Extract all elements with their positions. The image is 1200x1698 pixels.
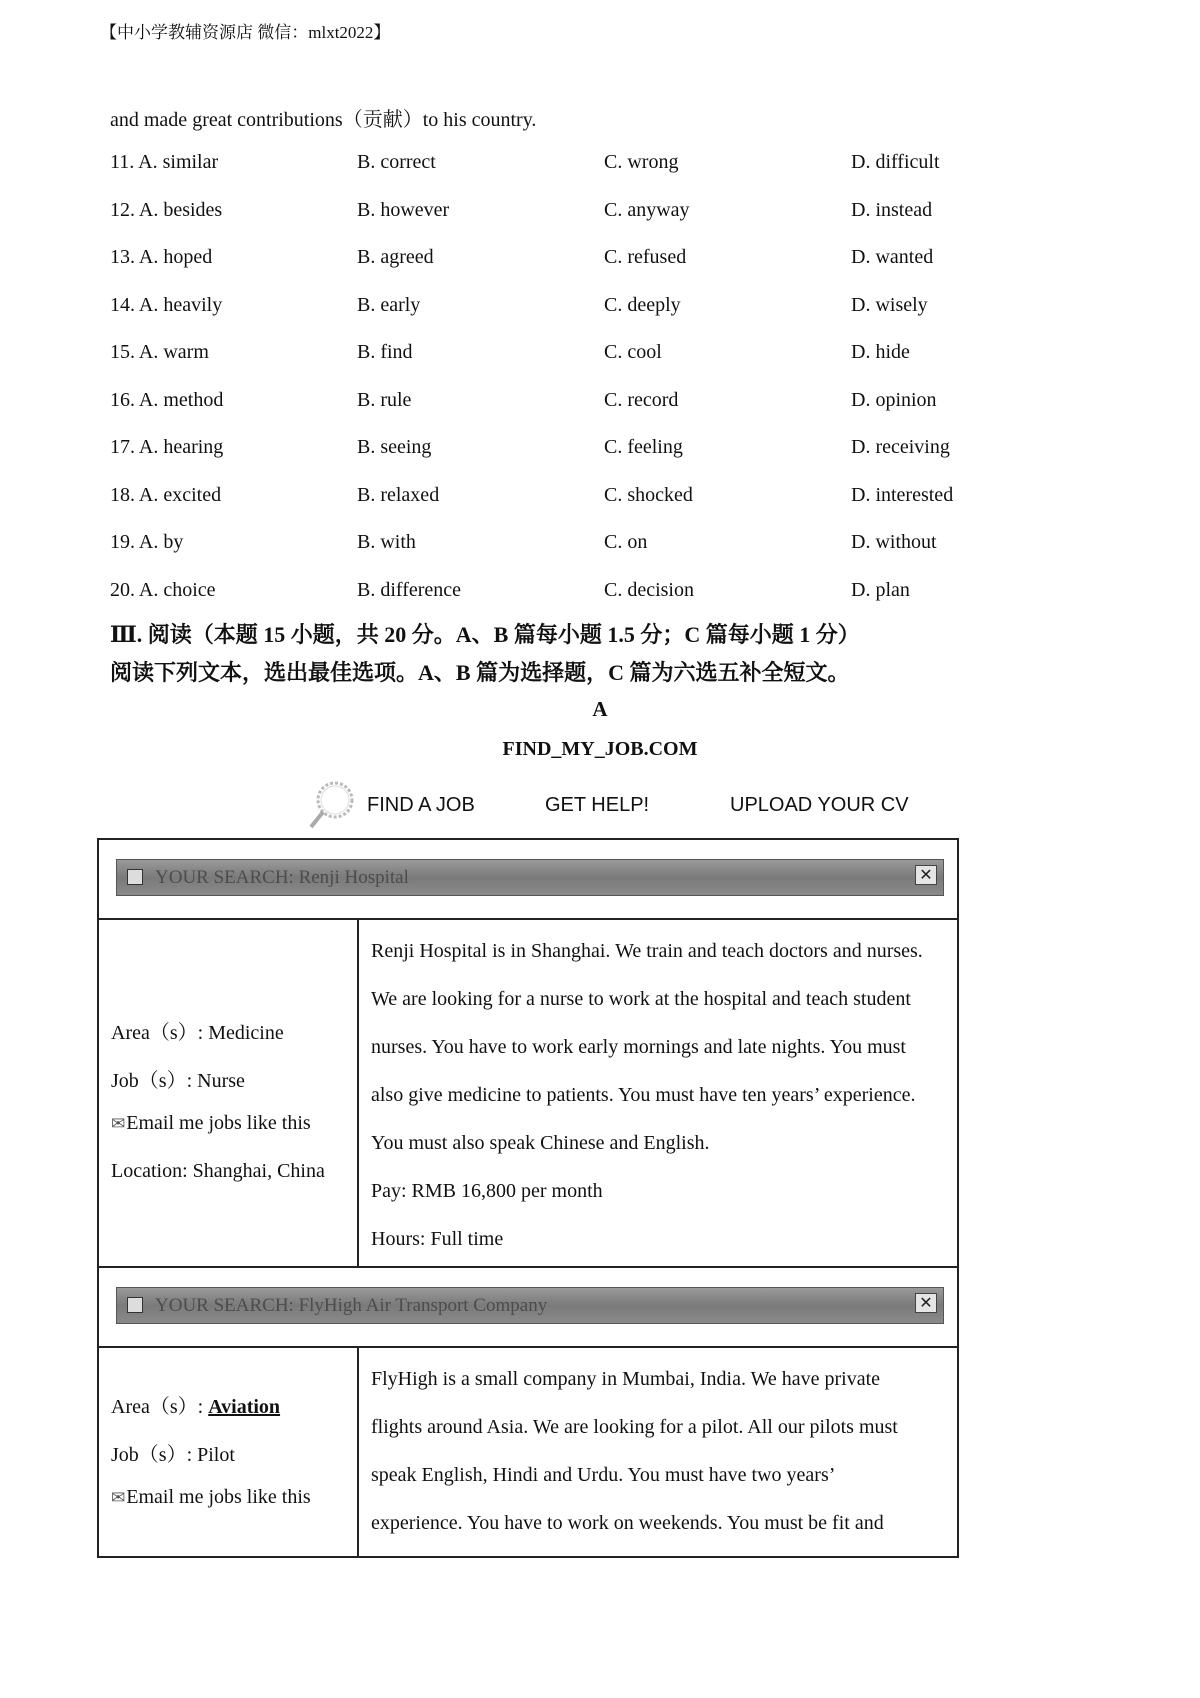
email-jobs-link[interactable] (111, 1112, 311, 1135)
option-c: C. record (604, 389, 679, 411)
section-instructions: 阅读下列文本，选出最佳选项。A、B 篇为选择题，C 篇为六选五补全短文。 (110, 660, 850, 685)
option-a: 19. A. by (110, 531, 184, 553)
area-field (111, 1390, 280, 1419)
job-description (359, 1348, 957, 1558)
job-summary (99, 920, 359, 1266)
option-d: D. interested (851, 484, 954, 506)
option-c: C. on (604, 531, 648, 553)
option-c: C. anyway (604, 199, 690, 221)
option-b: B. with (357, 531, 416, 553)
option-row (110, 151, 1010, 181)
option-b: B. find (357, 341, 413, 363)
option-c: C. wrong (604, 151, 679, 173)
option-a: 13. A. hoped (110, 246, 213, 268)
area-value: Medicine (208, 1022, 284, 1044)
passage-label: A (592, 697, 608, 721)
search-bar-row (99, 1268, 957, 1348)
option-a: 20. A. choice (110, 579, 216, 601)
option-c: C. refused (604, 246, 687, 268)
option-b: B. difference (357, 579, 462, 601)
description-line: Renji Hospital is in Shanghai. We train and teach doctors and nurses. (371, 940, 923, 962)
nav-upload-cv[interactable]: UPLOAD YOUR CV (730, 794, 909, 816)
intro-line: and made great contributions（贡献）to his country. (110, 109, 537, 131)
option-d: D. wanted (851, 246, 934, 268)
search-icon (127, 869, 143, 885)
magnifier-icon[interactable] (305, 777, 365, 832)
option-row (110, 436, 1010, 466)
option-row (110, 484, 1010, 514)
job-field (111, 1438, 235, 1467)
search-bar-label: YOUR SEARCH: Renji Hospital (155, 867, 409, 888)
option-c: C. deeply (604, 294, 681, 316)
option-row (110, 246, 1010, 276)
job-field (111, 1064, 245, 1093)
job-label: Job（s）: (111, 1070, 198, 1092)
option-b: B. relaxed (357, 484, 440, 506)
option-row (110, 389, 1010, 419)
description-line: We are looking for a nurse to work at the hospital and teach student (371, 988, 911, 1010)
job-listing (99, 1348, 957, 1558)
option-d: D. plan (851, 579, 910, 601)
area-field (111, 1016, 284, 1045)
option-b: B. rule (357, 389, 412, 411)
option-b: B. correct (357, 151, 436, 173)
option-a: 11. A. similar (110, 151, 219, 173)
option-d: D. receiving (851, 436, 950, 458)
option-a: 12. A. besides (110, 199, 223, 221)
job-description (359, 920, 957, 1266)
pay-line: Pay: RMB 16,800 per month (371, 1180, 603, 1202)
envelope-icon: ✉ (111, 1114, 126, 1134)
option-b: B. agreed (357, 246, 434, 268)
email-jobs-label: Email me jobs like this (126, 1112, 311, 1134)
option-a: 14. A. heavily (110, 294, 223, 316)
search-icon (127, 1297, 143, 1313)
description-line: flights around Asia. We are looking for a pilot. All our pilots must (371, 1416, 898, 1438)
description-line: nurses. You have to work early mornings and late nights. You must (371, 1036, 906, 1058)
location: Location: Shanghai, China (111, 1160, 325, 1182)
close-icon[interactable]: ✕ (915, 865, 937, 885)
job-value: Pilot (197, 1444, 235, 1466)
option-d: D. instead (851, 199, 933, 221)
option-b: B. early (357, 294, 421, 316)
job-value: Nurse (197, 1070, 245, 1092)
email-jobs-link[interactable] (111, 1486, 311, 1509)
option-d: D. hide (851, 341, 910, 363)
description-line: FlyHigh is a small company in Mumbai, India. We have private (371, 1368, 881, 1390)
option-c: C. shocked (604, 484, 693, 506)
job-listing (99, 920, 957, 1268)
option-a: 15. A. warm (110, 341, 209, 363)
search-bar (116, 859, 944, 896)
option-d: D. difficult (851, 151, 940, 173)
description-line: speak English, Hindi and Urdu. You must have two years’ (371, 1464, 836, 1486)
option-row (110, 294, 1010, 324)
nav-find-job[interactable]: FIND A JOB (367, 794, 475, 816)
option-row (110, 199, 1010, 229)
description-line: You must also speak Chinese and English. (371, 1132, 710, 1154)
job-listing-table (97, 838, 959, 1558)
option-d: D. without (851, 531, 937, 553)
description-line: experience. You have to work on weekends. You must be fit and (371, 1512, 884, 1534)
site-name: FIND_MY_JOB.COM (502, 738, 698, 760)
envelope-icon: ✉ (111, 1488, 126, 1508)
description-line: also give medicine to patients. You must have ten years’ experience. (371, 1084, 916, 1106)
option-c: C. decision (604, 579, 694, 601)
job-label: Job（s）: (111, 1444, 198, 1466)
option-a: 18. A. excited (110, 484, 222, 506)
header-note: 【中小学教辅资源店 微信：mlxt2022】 (100, 23, 391, 42)
option-b: B. however (357, 199, 450, 221)
option-c: C. feeling (604, 436, 683, 458)
area-label: Area（s）: (111, 1022, 209, 1044)
option-a: 17. A. hearing (110, 436, 224, 458)
search-bar-label: YOUR SEARCH: FlyHigh Air Transport Company (155, 1295, 548, 1316)
section-title: Ⅲ. 阅读（本题 15 小题，共 20 分。A、B 篇每小题 1.5 分；C 篇每小题 1 分） (110, 622, 860, 647)
option-row (110, 531, 1010, 561)
option-c: C. cool (604, 341, 662, 363)
option-d: D. wisely (851, 294, 928, 316)
option-row (110, 579, 1010, 609)
area-value: Aviation (208, 1396, 281, 1418)
job-summary (99, 1348, 359, 1558)
site-nav (305, 777, 945, 827)
close-icon[interactable]: ✕ (915, 1293, 937, 1313)
email-jobs-label: Email me jobs like this (126, 1486, 311, 1508)
option-row (110, 341, 1010, 371)
option-d: D. opinion (851, 389, 937, 411)
search-bar-row (99, 840, 957, 920)
hours-line: Hours: Full time (371, 1228, 504, 1250)
search-bar (116, 1287, 944, 1324)
area-label: Area（s）: (111, 1396, 209, 1418)
option-a: 16. A. method (110, 389, 224, 411)
nav-get-help[interactable]: GET HELP! (545, 794, 650, 816)
option-b: B. seeing (357, 436, 432, 458)
